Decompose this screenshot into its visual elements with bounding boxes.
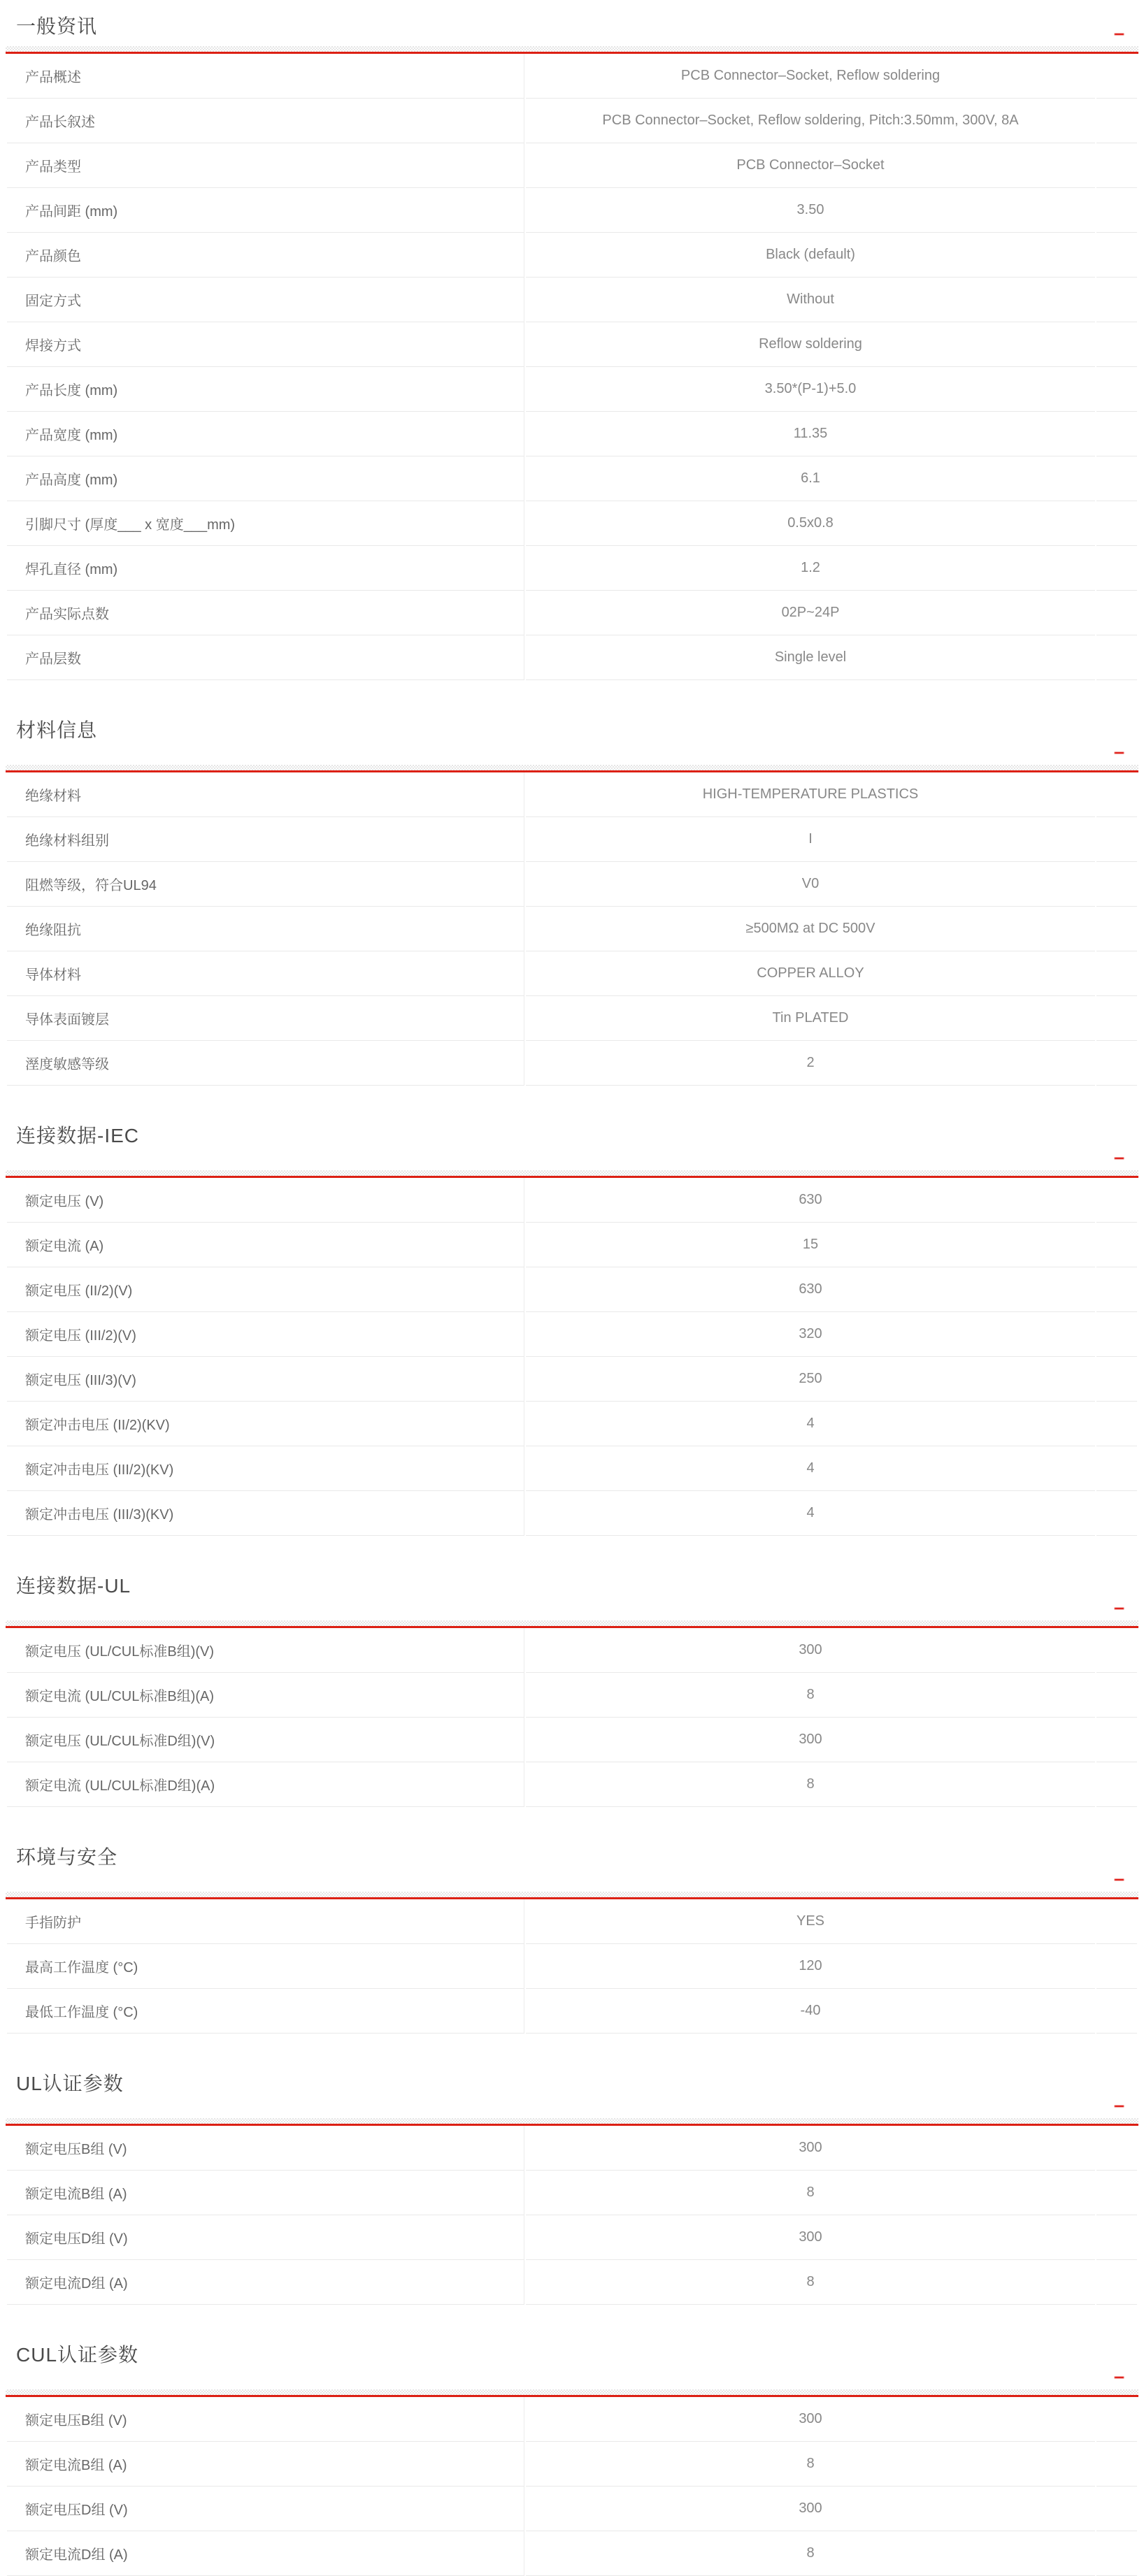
row-spacer [1096, 2442, 1137, 2487]
row-spacer [1096, 862, 1137, 907]
table-row [7, 1041, 1137, 1086]
row-spacer [1096, 1267, 1137, 1312]
row-label: 额定电压D组 (V) [7, 2215, 524, 2260]
spec-table [6, 1628, 1138, 1807]
row-label: 产品长度 (mm) [7, 367, 524, 412]
row-value: 4 [526, 1402, 1095, 1446]
row-value: 300 [526, 2126, 1095, 2171]
table-row [7, 635, 1137, 680]
section-collapse-minus-icon[interactable] [1114, 33, 1124, 36]
section-collapse-minus-icon[interactable] [1114, 1878, 1124, 1881]
row-value: Tin PLATED [526, 996, 1095, 1041]
row-value: 3.50*(P-1)+5.0 [526, 367, 1095, 412]
table-row [7, 1267, 1137, 1312]
hatch-divider [6, 765, 1138, 770]
row-spacer [1096, 501, 1137, 546]
row-label: 导体材料 [7, 951, 524, 996]
row-spacer [1096, 546, 1137, 591]
row-value: Single level [526, 635, 1095, 680]
section-title: UL认证参数 [16, 2073, 124, 2094]
row-label: 绝缘阻抗 [7, 907, 524, 951]
row-label: 额定电流B组 (A) [7, 2171, 524, 2215]
row-label: 额定电流B组 (A) [7, 2442, 524, 2487]
row-spacer [1096, 951, 1137, 996]
row-spacer [1096, 907, 1137, 951]
table-row [7, 278, 1137, 322]
row-spacer [1096, 2487, 1137, 2531]
row-value: 300 [526, 1718, 1095, 1762]
section-title: CUL认证参数 [16, 2344, 139, 2366]
table-row [7, 1673, 1137, 1718]
row-value: 8 [526, 2171, 1095, 2215]
row-value: 0.5x0.8 [526, 501, 1095, 546]
spec-table [6, 54, 1138, 680]
section-title: 连接数据-UL [16, 1575, 131, 1597]
hatch-divider [6, 46, 1138, 52]
row-value: YES [526, 1899, 1095, 1944]
table-row [7, 1718, 1137, 1762]
row-spacer [1096, 1899, 1137, 1944]
row-value: 4 [526, 1491, 1095, 1536]
row-label: 阻燃等级，符合UL94 [7, 862, 524, 907]
table-row [7, 1491, 1137, 1536]
row-label: 额定电压 (UL/CUL标准D组)(V) [7, 1718, 524, 1762]
row-spacer [1096, 412, 1137, 456]
row-spacer [1096, 322, 1137, 367]
row-value: 3.50 [526, 188, 1095, 233]
row-label: 产品间距 (mm) [7, 188, 524, 233]
row-spacer [1096, 1628, 1137, 1673]
row-label: 产品长叙述 [7, 99, 524, 143]
section-underline [6, 2395, 1138, 2397]
spec-section [6, 1122, 1138, 1536]
section-header [6, 1122, 1138, 1178]
row-spacer [1096, 591, 1137, 635]
row-label: 绝缘材料 [7, 772, 524, 817]
spec-section [6, 1843, 1138, 2034]
table-row [7, 1446, 1137, 1491]
row-value: 2 [526, 1041, 1095, 1086]
row-label: 绝缘材料组别 [7, 817, 524, 862]
row-spacer [1096, 2260, 1137, 2305]
row-spacer [1096, 1223, 1137, 1267]
row-label: 产品层数 [7, 635, 524, 680]
row-label: 产品类型 [7, 143, 524, 188]
row-label: 最低工作温度 (°C) [7, 1989, 524, 2034]
spec-table [6, 1178, 1138, 1536]
table-row [7, 2397, 1137, 2442]
row-value: ≥500MΩ at DC 500V [526, 907, 1095, 951]
row-label: 额定电压B组 (V) [7, 2126, 524, 2171]
table-row [7, 1944, 1137, 1989]
table-row [7, 772, 1137, 817]
row-value: 8 [526, 1762, 1095, 1807]
table-row [7, 367, 1137, 412]
row-value: 300 [526, 2487, 1095, 2531]
row-label: 焊接方式 [7, 322, 524, 367]
row-value: I [526, 817, 1095, 862]
row-value: 630 [526, 1178, 1095, 1223]
row-value: 300 [526, 2215, 1095, 2260]
row-value: 15 [526, 1223, 1095, 1267]
row-spacer [1096, 1402, 1137, 1446]
row-spacer [1096, 233, 1137, 278]
section-title: 一般资讯 [16, 15, 98, 37]
row-spacer [1096, 817, 1137, 862]
row-value: -40 [526, 1989, 1095, 2034]
table-row [7, 817, 1137, 862]
section-collapse-minus-icon[interactable] [1114, 1607, 1124, 1610]
table-row [7, 54, 1137, 99]
row-spacer [1096, 1357, 1137, 1402]
row-value: 8 [526, 1673, 1095, 1718]
row-value: 1.2 [526, 546, 1095, 591]
table-row [7, 951, 1137, 996]
section-header [6, 1572, 1138, 1628]
table-row [7, 1402, 1137, 1446]
section-collapse-minus-icon[interactable] [1114, 751, 1124, 754]
row-value: V0 [526, 862, 1095, 907]
row-value: 8 [526, 2260, 1095, 2305]
row-label: 额定电压B组 (V) [7, 2397, 524, 2442]
table-row [7, 143, 1137, 188]
table-row [7, 501, 1137, 546]
table-row [7, 1628, 1137, 1673]
row-label: 焊孔直径 (mm) [7, 546, 524, 591]
row-label: 固定方式 [7, 278, 524, 322]
row-value: 8 [526, 2442, 1095, 2487]
section-underline [6, 52, 1138, 54]
row-value: Without [526, 278, 1095, 322]
section-header [6, 13, 1138, 54]
table-row [7, 996, 1137, 1041]
section-header [6, 2341, 1138, 2397]
row-spacer [1096, 772, 1137, 817]
section-title: 环境与安全 [16, 1846, 118, 1868]
spec-section [6, 2070, 1138, 2305]
section-underline [6, 1897, 1138, 1899]
row-value: 02P~24P [526, 591, 1095, 635]
table-row [7, 1357, 1137, 1402]
row-spacer [1096, 1446, 1137, 1491]
spec-table [6, 2397, 1138, 2576]
spec-section [6, 2341, 1138, 2576]
table-row [7, 862, 1137, 907]
section-underline [6, 2124, 1138, 2126]
table-row [7, 2171, 1137, 2215]
row-spacer [1096, 1491, 1137, 1536]
row-value: 8 [526, 2531, 1095, 2576]
row-spacer [1096, 2215, 1137, 2260]
row-label: 产品实际点数 [7, 591, 524, 635]
row-label: 引脚尺寸 (厚度___ x 宽度___mm) [7, 501, 524, 546]
table-row [7, 456, 1137, 501]
row-spacer [1096, 635, 1137, 680]
row-spacer [1096, 456, 1137, 501]
section-collapse-minus-icon[interactable] [1114, 2376, 1124, 2379]
row-spacer [1096, 1312, 1137, 1357]
row-value: Reflow soldering [526, 322, 1095, 367]
row-label: 最高工作温度 (°C) [7, 1944, 524, 1989]
table-row [7, 2260, 1137, 2305]
row-value: 120 [526, 1944, 1095, 1989]
spec-section [6, 1572, 1138, 1807]
row-label: 额定电压 (II/2)(V) [7, 1267, 524, 1312]
row-label: 额定冲击电压 (II/2)(KV) [7, 1402, 524, 1446]
spec-table [6, 2126, 1138, 2305]
row-spacer [1096, 1718, 1137, 1762]
section-underline [6, 1176, 1138, 1178]
section-underline [6, 770, 1138, 772]
row-spacer [1096, 2397, 1137, 2442]
row-spacer [1096, 278, 1137, 322]
spec-section [6, 13, 1138, 680]
row-label: 产品颜色 [7, 233, 524, 278]
row-spacer [1096, 143, 1137, 188]
row-spacer [1096, 367, 1137, 412]
table-row [7, 1223, 1137, 1267]
section-collapse-minus-icon[interactable] [1114, 2105, 1124, 2108]
row-label: 额定电流 (A) [7, 1223, 524, 1267]
row-spacer [1096, 1673, 1137, 1718]
table-row [7, 2215, 1137, 2260]
row-label: 额定电压 (V) [7, 1178, 524, 1223]
table-row [7, 1762, 1137, 1807]
row-spacer [1096, 54, 1137, 99]
table-row [7, 591, 1137, 635]
row-label: 产品宽度 (mm) [7, 412, 524, 456]
row-label: 额定电流 (UL/CUL标准B组)(A) [7, 1673, 524, 1718]
row-label: 额定电流D组 (A) [7, 2260, 524, 2305]
section-title: 连接数据-IEC [16, 1125, 140, 1146]
row-label: 产品高度 (mm) [7, 456, 524, 501]
table-row [7, 188, 1137, 233]
table-row [7, 1899, 1137, 1944]
row-value: PCB Connector–Socket [526, 143, 1095, 188]
table-row [7, 99, 1137, 143]
section-header [6, 717, 1138, 772]
spec-table [6, 772, 1138, 1086]
row-spacer [1096, 1944, 1137, 1989]
row-spacer [1096, 2531, 1137, 2576]
table-row [7, 322, 1137, 367]
row-value: 300 [526, 2397, 1095, 2442]
row-label: 额定电压 (III/2)(V) [7, 1312, 524, 1357]
row-value: 4 [526, 1446, 1095, 1491]
row-spacer [1096, 99, 1137, 143]
row-label: 溼度敏感等级 [7, 1041, 524, 1086]
row-label: 额定电压 (UL/CUL标准B组)(V) [7, 1628, 524, 1673]
row-spacer [1096, 1041, 1137, 1086]
row-spacer [1096, 1989, 1137, 2034]
hatch-divider [6, 2118, 1138, 2124]
row-value: 630 [526, 1267, 1095, 1312]
spec-section [6, 717, 1138, 1086]
hatch-divider [6, 2389, 1138, 2395]
table-row [7, 2126, 1137, 2171]
row-label: 额定电压 (III/3)(V) [7, 1357, 524, 1402]
spec-table [6, 1899, 1138, 2034]
row-value: 300 [526, 1628, 1095, 1673]
row-value: 6.1 [526, 456, 1095, 501]
row-value: 11.35 [526, 412, 1095, 456]
row-value: PCB Connector–Socket, Reflow soldering, Pitch:3.50mm, 300V, 8A [526, 99, 1095, 143]
row-value: 320 [526, 1312, 1095, 1357]
row-value: HIGH-TEMPERATURE PLASTICS [526, 772, 1095, 817]
row-label: 额定冲击电压 (III/3)(KV) [7, 1491, 524, 1536]
row-value: COPPER ALLOY [526, 951, 1095, 996]
table-row [7, 412, 1137, 456]
table-row [7, 1178, 1137, 1223]
hatch-divider [6, 1170, 1138, 1176]
row-spacer [1096, 2171, 1137, 2215]
table-row [7, 2487, 1137, 2531]
table-row [7, 546, 1137, 591]
section-collapse-minus-icon[interactable] [1114, 1157, 1124, 1160]
row-label: 额定电流D组 (A) [7, 2531, 524, 2576]
row-spacer [1096, 188, 1137, 233]
table-row [7, 2442, 1137, 2487]
section-underline [6, 1626, 1138, 1628]
table-row [7, 233, 1137, 278]
hatch-divider [6, 1620, 1138, 1626]
section-header [6, 1843, 1138, 1899]
row-spacer [1096, 1178, 1137, 1223]
row-spacer [1096, 1762, 1137, 1807]
table-row [7, 2531, 1137, 2576]
section-title: 材料信息 [16, 719, 98, 741]
table-row [7, 1989, 1137, 2034]
hatch-divider [6, 1892, 1138, 1897]
table-row [7, 907, 1137, 951]
row-label: 额定电流 (UL/CUL标准D组)(A) [7, 1762, 524, 1807]
row-value: 250 [526, 1357, 1095, 1402]
row-spacer [1096, 996, 1137, 1041]
section-header [6, 2070, 1138, 2126]
row-value: Black (default) [526, 233, 1095, 278]
row-label: 额定电压D组 (V) [7, 2487, 524, 2531]
row-label: 额定冲击电压 (III/2)(KV) [7, 1446, 524, 1491]
row-label: 导体表面镀层 [7, 996, 524, 1041]
row-label: 产品概述 [7, 54, 524, 99]
row-value: PCB Connector–Socket, Reflow soldering [526, 54, 1095, 99]
row-label: 手指防护 [7, 1899, 524, 1944]
table-row [7, 1312, 1137, 1357]
row-spacer [1096, 2126, 1137, 2171]
